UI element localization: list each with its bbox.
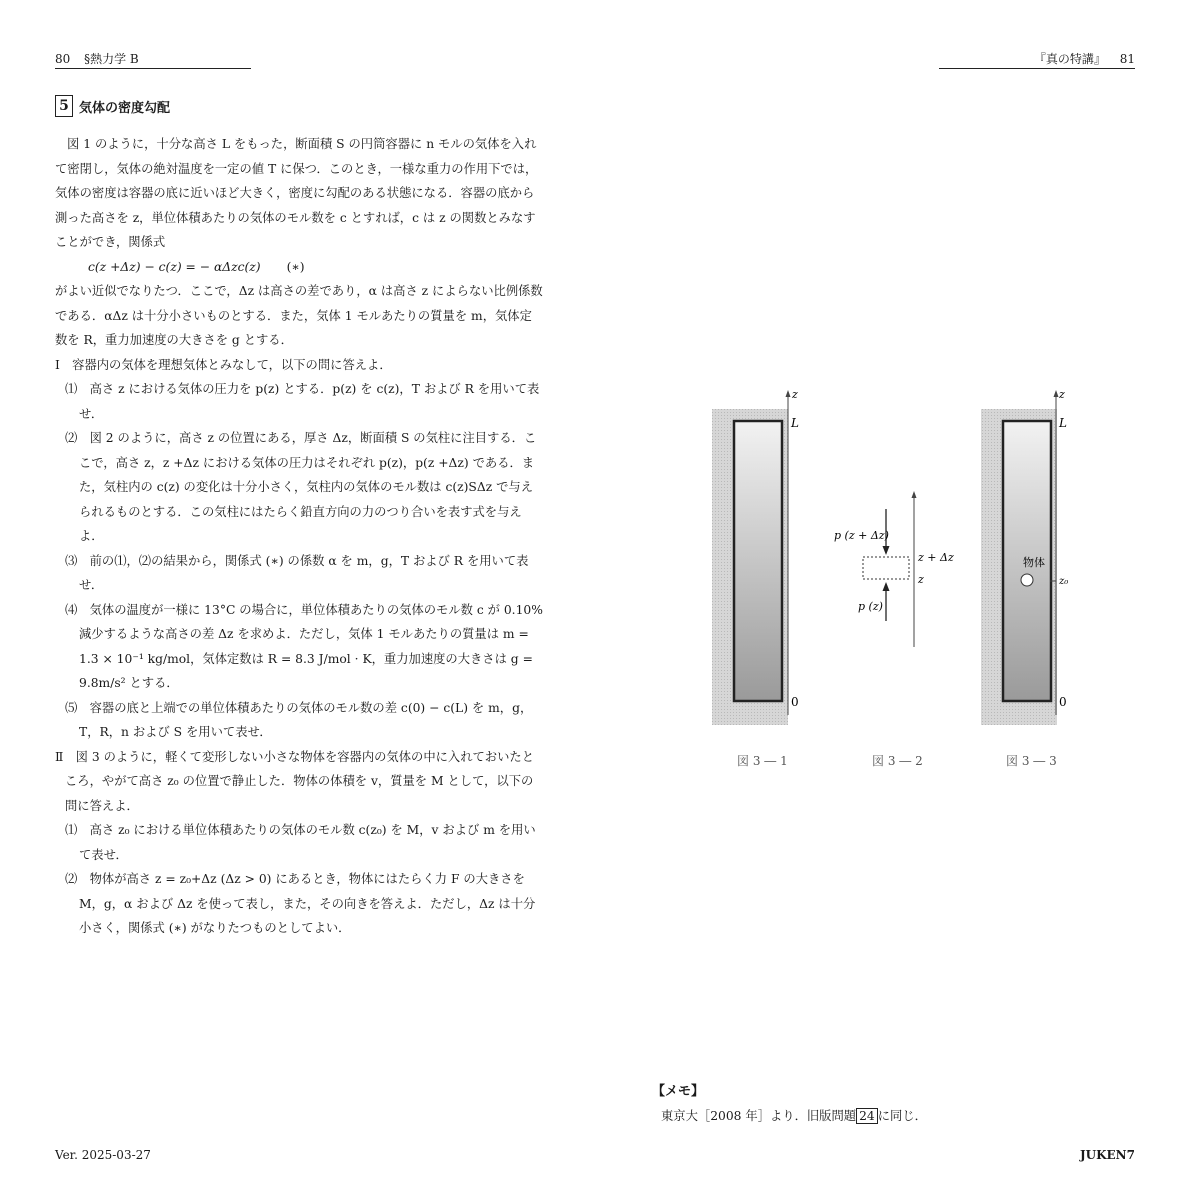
label-z-fig2: z	[918, 573, 924, 586]
label-p-top: p (z + Δz)	[834, 529, 889, 542]
memo-box-number: 24	[856, 1108, 878, 1124]
equation-tag: (∗)	[286, 259, 305, 274]
intro-paragraph-1: 図 1 のように，十分な高さ L をもった，断面積 S の円筒容器に n モルの気体を入れて密閉し，気体の絶対温度を一定の値 T に保つ．このとき，一様な重力の作用下では，気体の密度は容器の底に近いほど大きく，密度に勾配のある状態になる．容器の底から測った高さを z，単位体積あたりの気体のモル数を c とすれば，c は z の関数とみなすことができ，関係式	[55, 137, 538, 249]
label-zero: 0	[791, 695, 799, 709]
left-page-header	[55, 52, 251, 69]
version-footer: Ver. 2025-03-27	[55, 1148, 151, 1162]
z-axis-arrow-fig2	[912, 491, 917, 498]
label-L: L	[791, 416, 799, 430]
question-2-2: ⑵ 物体が高さ z = z₀+Δz (Δz > 0) にあるとき，物体にはたらく力 F の大きさを M，g，α および Δz を使って表し，また，その向きを答えよ．ただし，Δz は十分小さく，関係式 (∗) がなりたつものとしてよい．	[65, 872, 536, 935]
equation: c(z +Δz) − c(z) = − αΔzc(z)	[88, 259, 261, 274]
right-page-number: 81	[1119, 52, 1135, 66]
equation-line	[55, 255, 543, 280]
problem-body	[55, 132, 543, 941]
memo-text-after: に同じ．	[877, 1109, 927, 1123]
label-p-bottom: p (z)	[858, 600, 883, 613]
z-axis-label: z	[792, 388, 798, 401]
problem-title-text: 気体の密度勾配	[79, 100, 171, 116]
question-1-2: ⑵ 図 2 のように，高さ z の位置にある，厚さ Δz，断面積 S の気柱に注目する．ここで，高さ z，z +Δz における気体の圧力はそれぞれ p(z)，p(z +Δz) である．また，気柱内の c(z) の変化は十分小さく，気柱内の気体のモル数は c(z)SΔz で与えられるものとする．この気柱にはたらく鉛直方向の力のつり合いを表す式を与えよ．	[65, 431, 537, 543]
z-axis-arrow-fig3	[1054, 390, 1059, 397]
label-z0: z₀	[1059, 576, 1069, 587]
figure-3-1	[712, 388, 799, 725]
force-arrowhead-top	[883, 546, 890, 555]
gas-cylinder	[734, 421, 782, 701]
z-axis-label-fig3: z	[1059, 388, 1065, 401]
brand-footer: JUKEN7	[1079, 1148, 1135, 1162]
question-1-4: ⑷ 気体の温度が一様に 13°C の場合に，単位体積あたりの気体のモル数 c が 0.10% 減少するような高さの差 Δz を求めよ．ただし，気体 1 モルあたりの質量は m = 1.3 × 10⁻¹ kg/mol，気体定数は R = 8.3 J/mol · K，重力加速度の大きさは g = 9.8m/s² とする．	[65, 602, 543, 690]
left-page-number: 80	[55, 52, 71, 66]
intro-paragraph-2: がよい近似でなりたつ．ここで，Δz は高さの差であり，α は高さ z によらない比例係数である．αΔz は十分小さいものとする．また，気体 1 モルあたりの質量を m，気体定数を R，重力加速度の大きさを g とする．	[55, 284, 543, 347]
memo-text	[661, 1106, 927, 1124]
section-2-heading: Ⅱ 図 3 のように，軽くて変形しない小さな物体を容器内の気体の中に入れておいたところ，やがて高さ z₀ の位置で静止した．物体の体積を v，質量を M として，以下の問に答えよ．	[55, 749, 534, 813]
question-2-1: ⑴ 高さ z₀ における単位体積あたりの気体のモル数 c(z₀) を M，v および m を用いて表せ．	[65, 823, 536, 862]
memo-text-before: 東京大［2008 年］より．旧版問題	[661, 1109, 857, 1123]
z-axis-arrow	[786, 390, 791, 397]
object-circle	[1021, 574, 1033, 586]
gas-column	[863, 557, 909, 579]
caption-fig-3-1: 図 3 ― 1	[737, 754, 788, 768]
question-1-5: ⑸ 容器の底と上端での単位体積あたりの気体のモル数の差 c(0) − c(L) を m，g，T，R，n および S を用いて表せ．	[65, 700, 533, 739]
question-1-3: ⑶ 前の⑴，⑵の結果から，関係式 (∗) の係数 α を m，g，T および R を用いて表せ．	[65, 553, 529, 592]
figure-3-2	[834, 491, 954, 647]
label-object: 物体	[1023, 556, 1045, 569]
force-arrowhead-bottom	[883, 582, 890, 591]
label-z-plus-dz: z + Δz	[918, 551, 954, 564]
memo-title: 【メモ】	[652, 1084, 705, 1099]
question-1-1: ⑴ 高さ z における気体の圧力を p(z) とする．p(z) を c(z)，T および R を用いて表せ．	[65, 382, 540, 421]
right-page-header	[939, 52, 1135, 69]
caption-fig-3-2: 図 3 ― 2	[872, 754, 923, 768]
caption-fig-3-3: 図 3 ― 3	[1006, 754, 1057, 768]
label-zero-fig3: 0	[1059, 695, 1067, 709]
left-header-title: §熱力学 B	[84, 52, 139, 66]
problem-number: 5	[55, 95, 73, 117]
section-1-heading: Ⅰ 容器内の気体を理想気体とみなして，以下の問に答えよ．	[55, 357, 392, 372]
figure-group	[700, 385, 1080, 785]
figure-3-3	[981, 388, 1068, 725]
problem-title	[55, 95, 170, 117]
right-header-title: 『真の特講』	[1033, 52, 1106, 66]
label-L-fig3: L	[1059, 416, 1067, 430]
